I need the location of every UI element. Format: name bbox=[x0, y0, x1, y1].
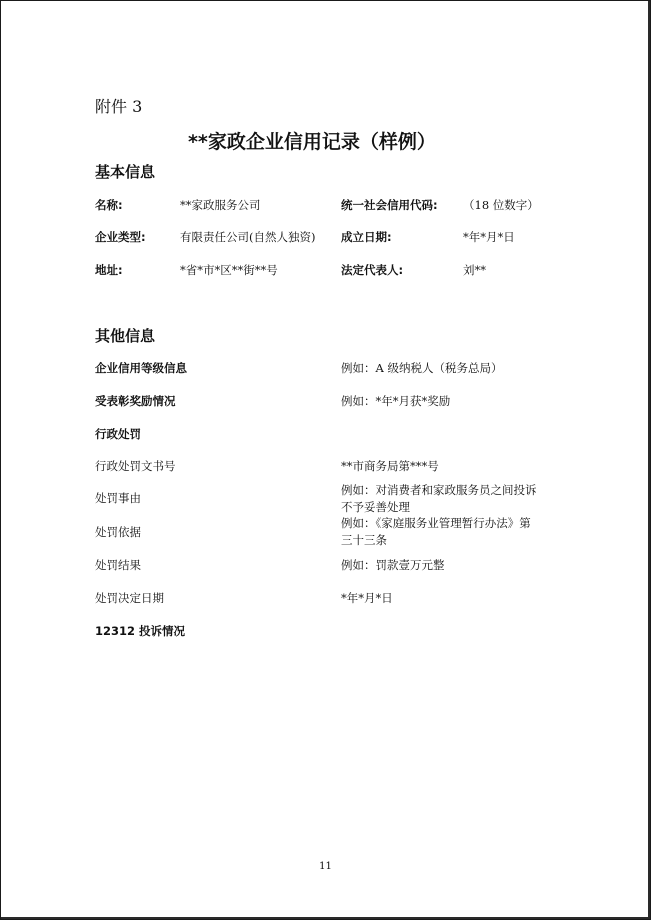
credit-rating-label: 企业信用等级信息 bbox=[95, 361, 187, 375]
address-label: 地址: bbox=[95, 263, 123, 277]
penalty-heading: 行政处罚 bbox=[95, 427, 141, 441]
awards-label: 受表彰奖励情况 bbox=[95, 394, 176, 408]
name-label: 名称: bbox=[95, 198, 123, 212]
legal-rep-label: 法定代表人: bbox=[341, 263, 404, 277]
credit-code-value: （18 位数字） bbox=[463, 198, 539, 212]
penalty-date-label: 处罚决定日期 bbox=[95, 591, 164, 605]
penalty-result-label: 处罚结果 bbox=[95, 558, 141, 572]
document-title: **家政企业信用记录（样例） bbox=[188, 131, 436, 153]
awards-value: 例如：*年*月获*奖励 bbox=[341, 394, 451, 408]
established-date-label: 成立日期: bbox=[341, 230, 392, 244]
penalty-basis-value: 例如：《家庭服务业管理暂行办法》第三十三条 bbox=[341, 516, 531, 547]
enterprise-type-label: 企业类型: bbox=[95, 230, 146, 244]
basic-info-heading: 基本信息 bbox=[95, 163, 156, 181]
other-info-heading: 其他信息 bbox=[95, 327, 156, 345]
penalty-reason-label: 处罚事由 bbox=[95, 491, 141, 505]
address-value: *省*市*区**街**号 bbox=[180, 263, 278, 277]
penalty-basis-label: 处罚依据 bbox=[95, 525, 141, 539]
enterprise-type-value: 有限责任公司(自然人独资) bbox=[180, 230, 316, 244]
attachment-label: 附件 3 bbox=[95, 97, 143, 116]
credit-code-label: 统一社会信用代码: bbox=[341, 198, 438, 212]
name-value: **家政服务公司 bbox=[180, 198, 261, 212]
complaints-label: 12312 投诉情况 bbox=[95, 624, 186, 638]
page-number: 11 bbox=[319, 861, 332, 872]
penalty-doc-value: **市商务局第***号 bbox=[341, 459, 439, 473]
penalty-reason-value: 例如：对消费者和家政服务员之间投诉不予妥善处理 bbox=[341, 483, 537, 514]
credit-rating-value: 例如：A 级纳税人（税务总局） bbox=[341, 361, 503, 375]
established-date-value: *年*月*日 bbox=[463, 230, 515, 244]
penalty-result-value: 例如：罚款壹万元整 bbox=[341, 558, 445, 572]
legal-rep-value: 刘** bbox=[463, 263, 486, 277]
penalty-date-value: *年*月*日 bbox=[341, 591, 393, 605]
penalty-doc-label: 行政处罚文书号 bbox=[95, 459, 176, 473]
